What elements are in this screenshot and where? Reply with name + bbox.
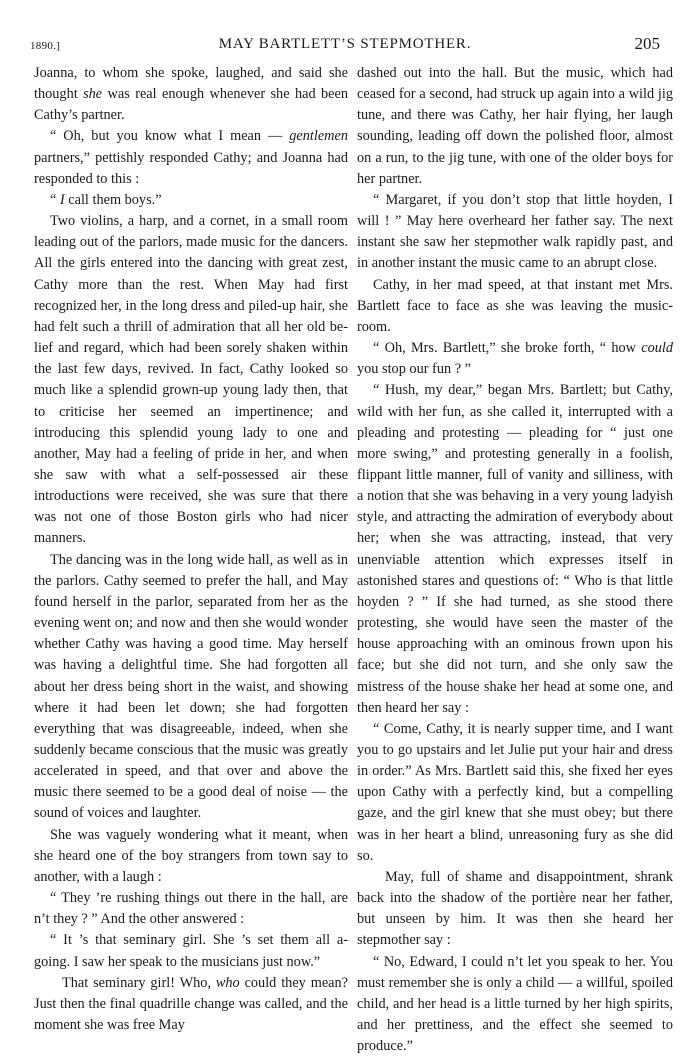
left-column [34,63,348,1036]
paragraph [357,275,673,338]
paragraph [34,825,348,888]
paragraph [34,126,348,189]
italic-text: could [641,340,673,357]
text-run: “ [50,191,60,208]
paragraph [34,973,348,1036]
paragraph [357,867,673,952]
text-run: Joanna, to whom she spoke, laughed, and said she thought [34,65,348,103]
page-number: 205 [634,34,660,53]
header-date: 1890.] [30,40,61,52]
right-column [357,63,673,1057]
text-run: you stop our fun ? ” [357,361,471,378]
paragraph [34,930,348,972]
text-run: “ Hush, my dear,” began Mrs. Bartlett; but Cathy, wild with her fun, as she called it, interrupted with a pleading and protesting — pleading for “ just one more swing,” and protesting generally in a foolish, flippant little manner, full of vanity and silliness, with a notion that she was behaving in a very young ladyish style, and attracting the admiration of everybody about her; when she was attracting, instead, that very unenviable attention which expresses itself in astonished stares and questions of: “ Who is that little hoyden ? ” If she had turned, as she stood there protesting, she would have seen the master of the house approaching with an ominous frown upon his face; but she did not turn, and she only saw the mistress of the house shake her head at some one, and then heard her say : [357,382,673,716]
running-header [30,34,660,58]
text-run: partners,” pettishly responded Cathy; and Joanna had responded to this : [34,149,348,187]
text-run: “ Margaret, if you don’t stop that little hoyden, I will ! ” May here overheard her father say. The next instant she saw her stepmother walk rapidly past, and in another instant the music came to an abrupt close. [357,191,673,272]
paragraph [34,63,348,126]
header-title: MAY BARTLETT’S STEPMOTHER. [218,36,472,52]
italic-text: gentlemen [289,128,348,145]
paragraph [357,338,673,380]
text-run: was real enough whenever she had been Cathy’s partner. [34,86,348,124]
text-run: Cathy, in her mad speed, at that instant met Mrs. Bartlett face to face as she was leaving the music-room. [357,276,673,335]
paragraph [34,190,348,211]
text-run: Two violins, a harp, and a cornet, in a small room leading out of the parlors, made music for the dancers. All the girls entered into the dancing with great zest, Cathy more than the rest. When May had first recognized her, in the long dress and piled-up hair, she had felt such a thrill of admiration that all her old belief and regard, which had been sorely shaken within the last few days, revived. In fact, Cathy looked so much like a splendid grown-up young lady then, that to criticise her seemed an impertinence; and introducing this splendid young lady to one and another, May had a feeling of pride in her, and when she saw with what a self-possessed air these introductions were received, she was sure that there was not one of those Boston girls who had nicer manners. [34,213,348,547]
paragraph [357,63,673,190]
text-run: The dancing was in the long wide hall, as well as in the parlors. Cathy seemed to prefer the hall, and May found herself in the parlor, separated from her as the evening went on; and now and then she would wonder whether Cathy was having a good time. May herself was having a delightful time. She had forgotten all about her dress being short in the waist, and showing where it had been let down; she had forgotten everything that was disagreeable, indeed, when she suddenly became conscious that the music was greatly accelerated in speed, and that over and above the music there seemed to be a good deal of noise — the sound of voices and laughter. [34,551,348,822]
text-run: call them boys.” [64,191,162,208]
text-run: “ It ’s that seminary girl. She ’s set them all a-going. I saw her speak to the musicians just now.” [34,932,348,970]
text-run: could they mean? Just then the final quadrille change was called, and the moment she was free May [34,974,348,1034]
italic-text: I [59,191,65,208]
paragraph [357,952,673,1057]
paragraph [357,380,673,719]
text-run: “ Come, Cathy, it is nearly supper time, and I want you to go upstairs and let Julie put your hair and dress in order.” As Mrs. Bartlett said this, she fixed her eyes upon Cathy with a perfectly kind, but a compelling gaze, and the girl knew that she must obey; but there was in her heart a blind, unreasoning fury as she did so. [357,720,673,864]
text-run: “ They ’re rushing things out there in the hall, are n’t they ? ” And the other answered : [34,890,348,928]
text-run: “ Oh, Mrs. Bartlett,” she broke forth, “ how [373,340,642,357]
text-run: She was vaguely wondering what it meant, when she heard one of the boy strangers from town say to another, with a laugh : [34,826,348,885]
text-run: May, full of shame and disappointment, shrank back into the shadow of the portière near her father, but unseen by him. It was then she heard her stepmother say : [357,868,673,949]
paragraph [357,719,673,867]
text-run: That seminary girl! Who, [62,974,216,991]
paragraph [34,888,348,930]
paragraph [357,190,673,275]
paragraph [34,550,348,825]
paragraph [34,211,348,550]
italic-text: who [215,974,240,991]
italic-text: she [83,86,103,103]
text-run: dashed out into the hall. But the music, which had ceased for a second, had struck up again into a wild jig tune, and there was Cathy, her hair flying, her laugh sounding, leading off down the polished floor, almost on a run, to the jig tune, with one of the older boys for her partner. [357,65,673,187]
text-run: “ Oh, but you know what I mean — [50,128,290,145]
text-run: “ No, Edward, I could n’t let you speak to her. You must remember she is only a child — a willful, spoiled child, and her head is a little turned by her high spirits, and her prettiness, and the effect she seemed to produce.” [357,953,673,1055]
